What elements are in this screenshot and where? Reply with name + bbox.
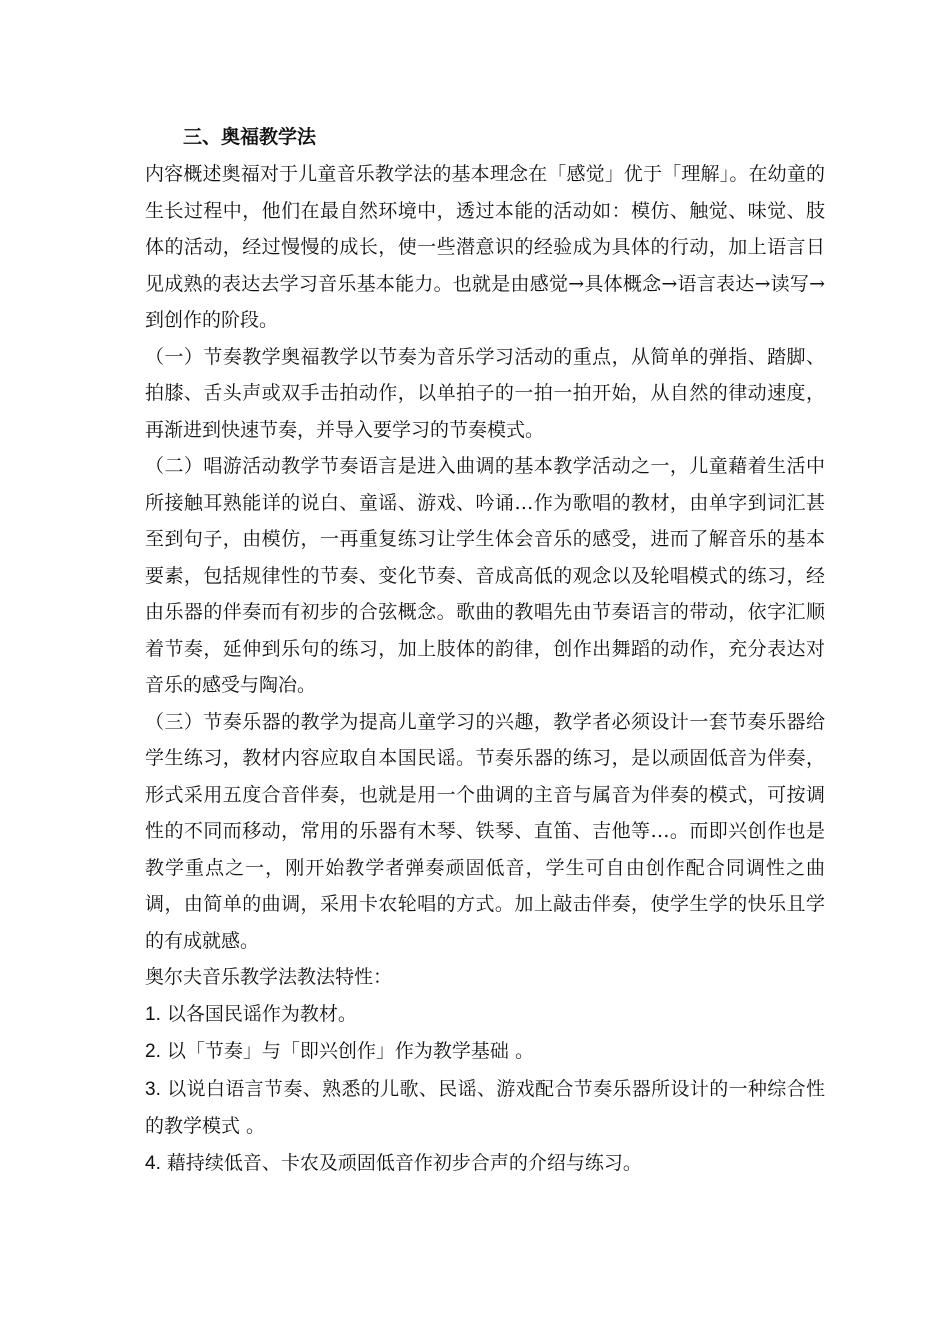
- section-heading: 三、奥福教学法: [183, 126, 317, 148]
- list-item-text: 以各国民谣作为教材。: [166, 1002, 357, 1025]
- paragraph-features-intro: 奥尔夫音乐教学法教法特性：: [145, 966, 393, 988]
- list-item: [145, 1071, 825, 1145]
- list-item-number: 2.: [145, 1041, 161, 1062]
- list-item-number: 1.: [145, 1003, 161, 1025]
- list-item: [145, 1145, 825, 1183]
- list-item-text: 以说白语言节奏、熟悉的儿歌、民谣、游戏配合节奏乐器所设计的一种综合性的教学模式 。: [145, 1077, 825, 1137]
- list-item-text: 藉持续低音、卡农及顽固低音作初步合声的介绍与练习。: [166, 1151, 642, 1174]
- list-item-number: 3.: [145, 1078, 161, 1100]
- document-body: [145, 118, 825, 1182]
- list-item-number: 4.: [145, 1152, 161, 1174]
- paragraph-rhythm-teaching: （一）节奏教学奥福教学以节奏为音乐学习活动的重点，从简单的弹指、踏脚、拍膝、舌头声或双手击拍动作，以单拍子的一拍一拍开始，从自然的律动速度，再渐进到快速节奏，并导入要学习的节奏模式。: [145, 345, 825, 441]
- list-item: [145, 1033, 825, 1071]
- paragraph-singing-activity: （二）唱游活动教学节奏语言是进入曲调的基本教学活动之一，儿童藉着生活中所接触耳熟能详的说白、童谣、游戏、吟诵…作为歌唱的教材，由单字到词汇甚至到句子，由模仿，一再重复练习让学生体会音乐的感受，进而了解音乐的基本要素，包括规律性的节奏、变化节奏、音成高低的观念以及轮唱模式的练习，经由乐器的伴奏而有初步的合弦概念。歌曲的教唱先由节奏语言的带动，依字汇顺着节奏，延伸到乐句的练习，加上肢体的韵律，创作出舞蹈的动作，充分表达对音乐的感受与陶冶。: [145, 455, 825, 696]
- list-item: [145, 996, 825, 1034]
- list-item-text: 以「节奏」与「即兴创作」作为教学基础 。: [166, 1040, 534, 1062]
- paragraph-rhythm-instruments: （三）节奏乐器的教学为提高儿童学习的兴趣，教学者必须设计一套节奏乐器给学生练习，教材内容应取自本国民谣。节奏乐器的练习，是以顽固低音为伴奏，形式采用五度合音伴奏，也就是用一个曲调的主音与属音为伴奏的模式，可按调性的不同而移动，常用的乐器有木琴、铁琴、直笛、吉他等…。而即兴创作也是教学重点之一，刚开始教学者弹奏顽固低音，学生可自由创作配合同调性之曲调，由简单的曲调，采用卡农轮唱的方式。加上敲击伴奏，使学生学的快乐且学的有成就感。: [145, 710, 825, 952]
- paragraph-overview: 内容概述奥福对于儿童音乐教学法的基本理念在「感觉」优于「理解」。在幼童的生长过程中，他们在最自然环境中，透过本能的活动如：模仿、触觉、味觉、肢体的活动，经过慢慢的成长，使一些潜意识的经验成为具体的行动，加上语言日见成熟的表达去学习音乐基本能力。也就是由感觉→具体概念→语言表达→读写→到创作的阶段。: [145, 163, 825, 331]
